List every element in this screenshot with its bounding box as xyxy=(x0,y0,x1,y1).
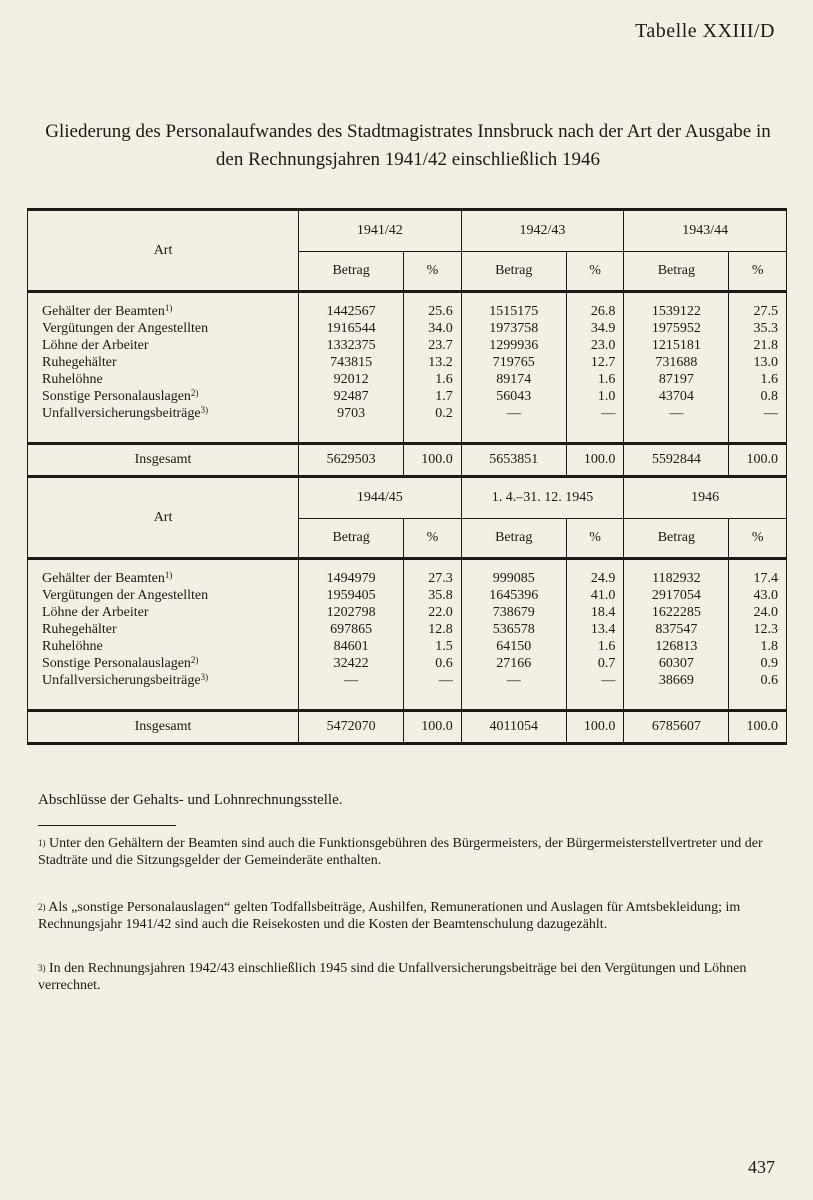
row-label: Löhne der Arbeiter xyxy=(28,604,299,621)
table-row xyxy=(28,638,787,655)
column-header-year: 1946 xyxy=(624,477,787,519)
total-amount: 4011054 xyxy=(461,711,566,744)
cell-amount: 27166 xyxy=(461,655,566,672)
total-percent: 100.0 xyxy=(566,711,624,744)
column-header-percent: % xyxy=(566,519,624,559)
column-header-year: 1. 4.–31. 12. 1945 xyxy=(461,477,624,519)
cell-amount: 738679 xyxy=(461,604,566,621)
cell-amount: 1645396 xyxy=(461,587,566,604)
footnote-marker: 3) xyxy=(200,672,209,682)
table-row xyxy=(28,303,787,320)
cell-amount: 2917054 xyxy=(624,587,729,604)
cell-percent: 12.7 xyxy=(566,354,624,371)
cell-amount: 536578 xyxy=(461,621,566,638)
table-row xyxy=(28,604,787,621)
source-note: Abschlüsse der Gehalts- und Lohnrechnungsstelle. xyxy=(38,792,343,808)
table-row xyxy=(28,621,787,638)
cell-percent: 17.4 xyxy=(729,570,787,587)
column-header-year: 1941/42 xyxy=(299,210,462,252)
row-label: Ruhegehälter xyxy=(28,621,299,638)
cell-amount: 1973758 xyxy=(461,320,566,337)
cell-amount: 89174 xyxy=(461,371,566,388)
total-amount: 5629503 xyxy=(299,444,404,477)
cell-percent: 1.6 xyxy=(729,371,787,388)
cell-percent: 27.5 xyxy=(729,303,787,320)
cell-percent: 13.2 xyxy=(404,354,462,371)
total-percent: 100.0 xyxy=(566,444,624,477)
column-header-betrag: Betrag xyxy=(461,252,566,292)
cell-amount: 743815 xyxy=(299,354,404,371)
table-row xyxy=(28,587,787,604)
column-header-art: Art xyxy=(28,477,299,559)
row-label: Vergütungen der Angestellten xyxy=(28,587,299,604)
total-percent: 100.0 xyxy=(729,711,787,744)
total-label: Insgesamt xyxy=(28,444,299,477)
cell-percent: 22.0 xyxy=(404,604,462,621)
cell-percent: 12.8 xyxy=(404,621,462,638)
cell-amount: 60307 xyxy=(624,655,729,672)
footnote-marker: 2) xyxy=(190,655,199,665)
cell-percent: 1.8 xyxy=(729,638,787,655)
cell-amount: 1442567 xyxy=(299,303,404,320)
row-label: Sonstige Personalauslagen$^{2)}$ xyxy=(28,388,299,405)
column-header-percent: % xyxy=(566,252,624,292)
table-block-1941-1944 xyxy=(28,210,787,477)
column-header-percent: % xyxy=(729,519,787,559)
cell-amount: 87197 xyxy=(624,371,729,388)
row-label: Vergütungen der Angestellten xyxy=(28,320,299,337)
row-label: Löhne der Arbeiter xyxy=(28,337,299,354)
cell-percent: 24.9 xyxy=(566,570,624,587)
document-title: Gliederung des Personalaufwandes des Stadtmagistrates Innsbruck nach der Art der Ausgabe in den Rechnungsjahren 1941/42 einschließlich 1946 xyxy=(45,121,771,170)
cell-amount: 1975952 xyxy=(624,320,729,337)
cell-percent: 1.5 xyxy=(404,638,462,655)
page-number: 437 xyxy=(748,1157,775,1177)
table-row xyxy=(28,337,787,354)
cell-amount: 1539122 xyxy=(624,303,729,320)
cell-percent: 43.0 xyxy=(729,587,787,604)
cell-amount: 719765 xyxy=(461,354,566,371)
cell-amount: 38669 xyxy=(624,672,729,689)
cell-percent: 24.0 xyxy=(729,604,787,621)
footnote-marker: 3) xyxy=(200,405,209,415)
cell-percent: 13.0 xyxy=(729,354,787,371)
cell-amount: — xyxy=(299,672,404,689)
column-header-percent: % xyxy=(404,252,462,292)
table-row xyxy=(28,354,787,371)
footnote-marker: 1) xyxy=(164,570,173,580)
cell-percent: 34.0 xyxy=(404,320,462,337)
cell-percent: 0.8 xyxy=(729,388,787,405)
table-row xyxy=(28,320,787,337)
cell-percent: 35.3 xyxy=(729,320,787,337)
table-row xyxy=(28,570,787,587)
cell-percent: — xyxy=(404,672,462,689)
cell-amount: 92012 xyxy=(299,371,404,388)
cell-percent: 23.0 xyxy=(566,337,624,354)
expenditure-table xyxy=(27,208,787,745)
cell-amount: 84601 xyxy=(299,638,404,655)
table-row xyxy=(28,388,787,405)
row-label: Ruhelöhne xyxy=(28,638,299,655)
cell-percent: — xyxy=(566,405,624,422)
cell-percent: — xyxy=(729,405,787,422)
cell-amount: 1299936 xyxy=(461,337,566,354)
footnote-divider xyxy=(38,825,176,826)
cell-percent: 27.3 xyxy=(404,570,462,587)
row-label: Gehälter der Beamten$^{1)}$ xyxy=(28,570,299,587)
column-header-year: 1942/43 xyxy=(461,210,624,252)
row-label: Unfallversicherungsbeiträge$^{3)}$ xyxy=(28,405,299,422)
column-header-percent: % xyxy=(729,252,787,292)
table-row xyxy=(28,371,787,388)
column-header-betrag: Betrag xyxy=(624,519,729,559)
cell-amount: 837547 xyxy=(624,621,729,638)
cell-amount: 126813 xyxy=(624,638,729,655)
cell-amount: 999085 xyxy=(461,570,566,587)
row-label: Ruhelöhne xyxy=(28,371,299,388)
cell-percent: 26.8 xyxy=(566,303,624,320)
cell-percent: 1.7 xyxy=(404,388,462,405)
cell-percent: 23.7 xyxy=(404,337,462,354)
footnote-marker: 1) xyxy=(164,303,173,313)
column-header-year: 1944/45 xyxy=(299,477,462,519)
total-row xyxy=(28,444,787,477)
cell-percent: 0.6 xyxy=(404,655,462,672)
cell-amount: — xyxy=(461,405,566,422)
total-amount: 6785607 xyxy=(624,711,729,744)
row-label: Sonstige Personalauslagen$^{2)}$ xyxy=(28,655,299,672)
cell-amount: 1332375 xyxy=(299,337,404,354)
column-header-betrag: Betrag xyxy=(624,252,729,292)
cell-percent: 0.9 xyxy=(729,655,787,672)
row-label: Unfallversicherungsbeiträge$^{3)}$ xyxy=(28,672,299,689)
cell-amount: 9703 xyxy=(299,405,404,422)
cell-percent: 12.3 xyxy=(729,621,787,638)
total-percent: 100.0 xyxy=(404,711,462,744)
column-header-betrag: Betrag xyxy=(461,519,566,559)
cell-amount: 1959405 xyxy=(299,587,404,604)
footnote-1: $^{1)}$ Unter den Gehältern der Beamten sind auch die Funktionsgebühren des Bürgermeisters, der Bürgermeisterstellvertreter und der Stadträte und die Sitzungsgelder der Gemeinderäte enthalten. xyxy=(38,836,763,868)
cell-amount: — xyxy=(461,672,566,689)
column-header-betrag: Betrag xyxy=(299,252,404,292)
header-row-years xyxy=(28,210,787,252)
total-percent: 100.0 xyxy=(404,444,462,477)
header-row-years xyxy=(28,477,787,519)
footnote-3: $^{3)}$ In den Rechnungsjahren 1942/43 einschließlich 1945 sind die Unfallversicherungsbeiträge bei den Vergütungen und Löhnen verrechnet. xyxy=(38,961,747,993)
total-amount: 5472070 xyxy=(299,711,404,744)
total-percent: 100.0 xyxy=(729,444,787,477)
footnote-2: $^{2)}$ Als „sonstige Personalauslagen“ gelten Todfallsbeiträge, Aushilfen, Remunerationen und Auslagen für Amtsbekleidung; im Rechnungsjahr 1941/42 sind auch die Reisekosten und die Kosten der Beamtenschulung dazugezählt. xyxy=(38,900,741,932)
cell-percent: 13.4 xyxy=(566,621,624,638)
table-reference: Tabelle XXIII/D xyxy=(635,20,775,42)
cell-percent: 34.9 xyxy=(566,320,624,337)
table-row xyxy=(28,655,787,672)
cell-amount: 32422 xyxy=(299,655,404,672)
cell-amount: 1215181 xyxy=(624,337,729,354)
cell-amount: 1916544 xyxy=(299,320,404,337)
cell-percent: 21.8 xyxy=(729,337,787,354)
table-block-1944-1946 xyxy=(28,477,787,744)
cell-amount: 43704 xyxy=(624,388,729,405)
footnote-marker: 2) xyxy=(190,388,199,398)
cell-amount: 1622285 xyxy=(624,604,729,621)
cell-amount: 697865 xyxy=(299,621,404,638)
total-label: Insgesamt xyxy=(28,711,299,744)
cell-percent: 1.6 xyxy=(566,638,624,655)
cell-amount: — xyxy=(624,405,729,422)
total-amount: 5592844 xyxy=(624,444,729,477)
cell-amount: 1494979 xyxy=(299,570,404,587)
cell-amount: 1202798 xyxy=(299,604,404,621)
cell-percent: 0.6 xyxy=(729,672,787,689)
cell-percent: 1.0 xyxy=(566,388,624,405)
table-row xyxy=(28,405,787,422)
cell-amount: 64150 xyxy=(461,638,566,655)
cell-percent: 0.2 xyxy=(404,405,462,422)
row-label: Gehälter der Beamten$^{1)}$ xyxy=(28,303,299,320)
cell-amount: 56043 xyxy=(461,388,566,405)
cell-amount: 92487 xyxy=(299,388,404,405)
column-header-year: 1943/44 xyxy=(624,210,787,252)
total-row xyxy=(28,711,787,744)
cell-percent: 41.0 xyxy=(566,587,624,604)
cell-percent: 18.4 xyxy=(566,604,624,621)
cell-amount: 1515175 xyxy=(461,303,566,320)
cell-percent: 35.8 xyxy=(404,587,462,604)
column-header-betrag: Betrag xyxy=(299,519,404,559)
cell-percent: 1.6 xyxy=(566,371,624,388)
cell-percent: — xyxy=(566,672,624,689)
column-header-art: Art xyxy=(28,210,299,292)
cell-amount: 731688 xyxy=(624,354,729,371)
total-amount: 5653851 xyxy=(461,444,566,477)
column-header-percent: % xyxy=(404,519,462,559)
row-label: Ruhegehälter xyxy=(28,354,299,371)
table-row xyxy=(28,672,787,689)
cell-percent: 25.6 xyxy=(404,303,462,320)
cell-percent: 1.6 xyxy=(404,371,462,388)
cell-amount: 1182932 xyxy=(624,570,729,587)
cell-percent: 0.7 xyxy=(566,655,624,672)
